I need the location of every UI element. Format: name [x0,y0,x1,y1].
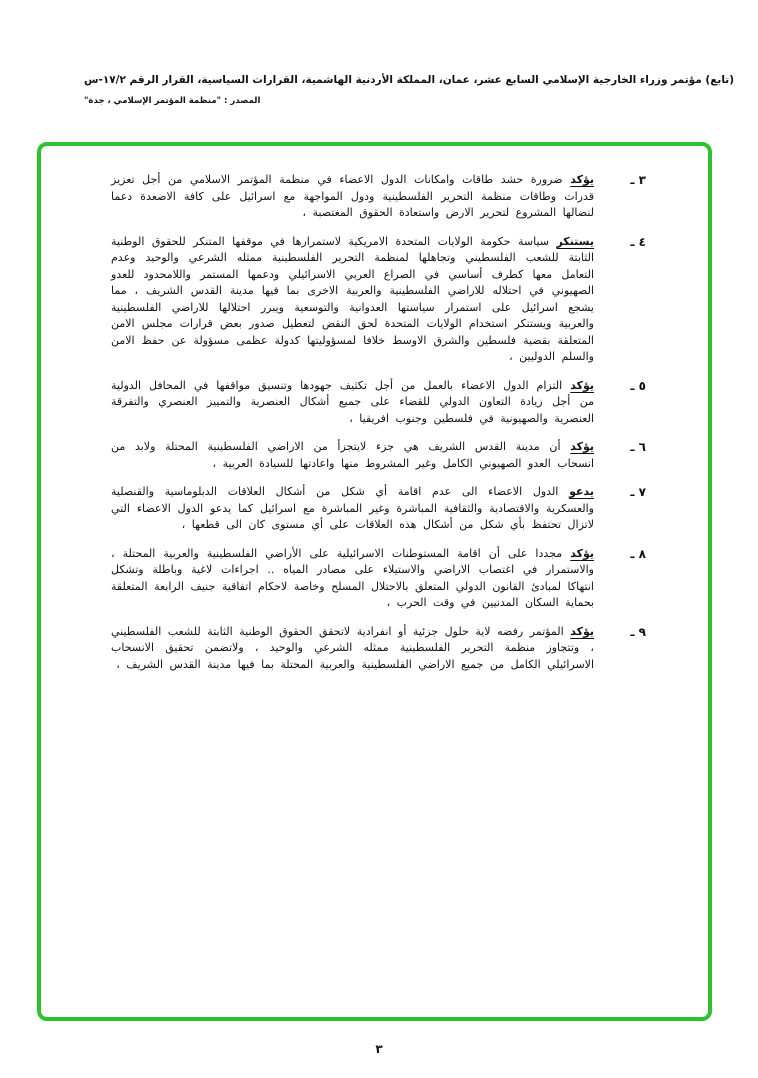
item-paragraph [111,484,594,534]
document-title-line: (تابع) مؤتمر وزراء الخارجية الإسلامي السابع عشر، عمان، المملكة الأردنية الهاشمية، القرارات السياسية، القرار الرقم ١٧/٢-س [83,74,734,86]
item-text: سياسة حكومة الولايات المتحدة الامريكية لاستمرارها في موقفها المتنكر للحقوق الوطنية الثابتة للشعب الفلسطيني وتجاهلها لمنظمة التحرير الفلسطينية ممثله الشرعي والوحيد وعدم التعامل معها كطرف أساسي في الصراع العربي الاسرائيلي ودعمها المستمر واللامحدود للعدو الصهيوني في احتلاله للاراضي الفلسطينية والعربية الاخرى بما فيها مدينة القدس الشريف ، مما يشجع اسرائيل على استمرار سياستها العدوانية والتوسعية ويبرر احتلالها للاراضي الفلسطينية والعربية ويستنكر استخدام الولايات المتحدة لحق النقض لتعطيل صدور بعض قرارات مجلس الامن المتعلقة بقضية فلسطين والشرق الاوسط خلافا لمسؤوليتها كدولة عظمى مسؤولة عن حفظ الامن والسلم الدوليين ، [111,234,594,363]
item-paragraph [111,234,594,366]
resolution-item-7 [111,484,646,534]
resolution-item-6 [111,439,646,472]
item-lead-word: يستنكر [556,234,594,248]
item-lead-word: يؤكد [570,173,594,186]
item-number: ٩ ـ [630,624,646,639]
resolution-item-8 [111,546,646,612]
item-lead-word: يؤكد [570,378,594,392]
item-number: ٥ ـ [630,378,646,393]
page-number: ٣ [375,1042,383,1056]
resolution-body [41,146,708,705]
document-source-line: المصدر : "منظمة المؤتمر الإسلامي ، جدة" [84,96,261,106]
document-header [24,74,734,106]
resolution-item-5 [111,378,646,428]
item-number: ٨ ـ [630,546,646,561]
item-paragraph [111,172,594,222]
item-paragraph [111,546,594,612]
resolution-item-9 [111,624,646,674]
item-text: ضرورة حشد طاقات وامكانات الدول الاعضاء في منظمة المؤتمر الاسلامي من أجل تعزيز قدرات وطاقات منظمة التحرير الفلسطينية ودول المواجهة مع اسرائيل على كافة الاصعدة دعما لنضالها المشروع لتحرير الارض واستعادة الحقوق المغتصبة ، [111,173,594,219]
resolution-item-3 [111,172,646,222]
item-text: الدول الاعضاء الى عدم اقامة أي شكل من أشكال العلاقات الدبلوماسية والقنصلية والعسكرية والاقتصادية والثقافية المباشرة وغير المباشرة مع اسرائيل كما يدعو الدول الاعضاء التي لاتزال تحتفظ بأي شكل من أشكال هذه العلاقات على أي مستوى كان الى قطعها ، [111,485,594,531]
resolution-item-4 [111,234,646,366]
item-paragraph [111,378,594,428]
item-lead-word: يؤكد [570,546,594,560]
item-paragraph [111,624,594,674]
item-number: ٣ ـ [630,173,646,187]
item-number: ٤ ـ [630,234,646,249]
item-text: المؤتمر رفضه لاية حلول جزئية أو انفرادية لاتحقق الحقوق الوطنية الثابتة للشعب الفلسطيني ، وتتجاوز منظمة التحرير الفلسطينية ممثله الشرعي والوحيد ، ولاتضمن تحقيق الانسحاب الاسرائيلي الكامل من جميع الاراضي الفلسطينية والعربية المحتلة بما فيها مدينة القدس الشريف ، [111,624,594,671]
green-highlight-frame [37,142,712,1021]
item-text: التزام الدول الاعضاء بالعمل من أجل تكثيف جهودها وتنسيق مواقفها في المحافل الدولية من أجل زيادة التعاون الدولي للقضاء على جميع أشكال العنصرية والتمييز العنصري والتفرقة العنصرية والصهيونية في فلسطين وجنوب افريقيا ، [111,378,594,425]
item-lead-word: يؤكد [570,440,595,453]
item-paragraph [111,439,594,472]
item-lead-word: يؤكد [570,624,595,638]
item-number: ٧ ـ [630,485,646,499]
item-number: ٦ ـ [630,440,646,454]
item-text: أن مدينة القدس الشريف هي جزء لايتجزأ من الاراضي الفلسطينية المحتلة ولابد من انسحاب العدو الصهيوني الكامل وغير المشروط منها واعادتها للسيادة العربية ، [111,440,594,470]
item-text: مجددا على أن اقامة المستوطنات الاسرائيلية على الأراضي الفلسطينية والعربية المحتلة ، والاستمرار في اغتصاب الاراضي والاستيلاء على مصادر المياه .. اجراءات لاغية وباطلة وتشكل انتهاكا لمبادئ القانون الدولي المتعلق بالاحتلال المسلح وخاصة لاحكام اتفاقية جنيف الرابعة المتعلقة بحماية السكان المدنيين في وقت الحرب ، [111,546,594,609]
item-lead-word: يدعو [569,485,594,498]
